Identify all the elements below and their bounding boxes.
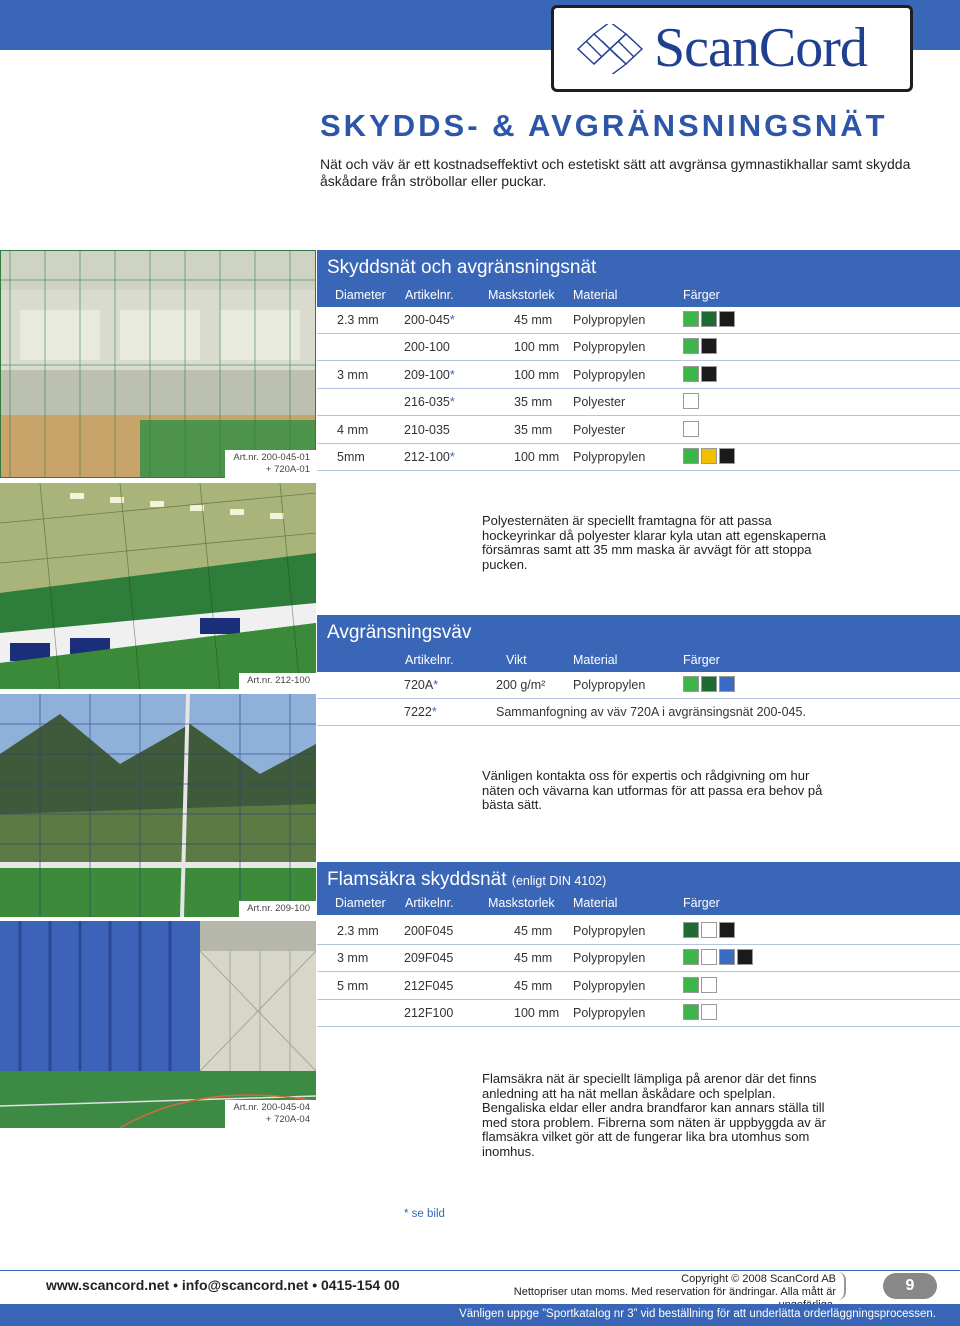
mesh-size: 45 mm: [514, 313, 553, 327]
color-swatch-dark-green: [701, 311, 717, 327]
material: Polypropylen: [573, 340, 646, 355]
table-row: [317, 417, 960, 444]
color-swatches: [683, 977, 717, 993]
footnote: * se bild: [404, 1208, 445, 1220]
mesh-size: 100 mm: [514, 367, 560, 382]
diameter: 2.3 mm: [337, 924, 379, 938]
article-number: 209-100*: [404, 367, 455, 382]
color-swatches: [683, 311, 735, 327]
diameter: 5 mm: [337, 978, 369, 993]
logo: [551, 5, 913, 92]
color-swatches: [683, 949, 753, 965]
table-header: [317, 285, 960, 307]
table-row: [317, 945, 960, 972]
contact-info: www.scancord.net • info@scancord.net • 0415-154 00: [46, 1277, 400, 1293]
table-row: [317, 672, 960, 699]
color-swatches: [683, 366, 717, 382]
material: Polypropylen: [573, 951, 646, 966]
color-swatch-light-green: [683, 448, 699, 464]
color-swatch-white: [701, 922, 717, 938]
row-description: Sammanfogning av väv 720A i avgränsingsnät 200-045.: [496, 705, 806, 719]
col-artikelnr: Artikelnr.: [405, 896, 454, 910]
material: Polypropylen: [573, 367, 646, 382]
mesh-size: 45 mm: [514, 951, 553, 966]
note-contact: Vänligen kontakta oss för expertis och rådgivning om hur näten och vävarna kan utformas för att passa era behov på bästa sätt.: [482, 768, 823, 812]
mesh-size: 35 mm: [514, 395, 553, 410]
section-heading-skyddsnat: Skyddsnät och avgränsningsnät: [317, 250, 960, 285]
col-material: Material: [573, 653, 618, 667]
table-header: [317, 650, 960, 672]
copyright: Copyright © 2008 ScanCord AB Nettopriser utan moms. Med reservation för ändringar. Alla mått är: [513, 1273, 836, 1298]
color-swatches: [683, 922, 735, 938]
color-swatch-white: [701, 977, 717, 993]
table-header: [317, 893, 960, 915]
material: Polypropylen: [573, 450, 646, 464]
table-row: [317, 389, 960, 416]
col-vikt: Vikt: [506, 653, 527, 667]
col-maskstorlek: Maskstorlek: [488, 288, 555, 302]
color-swatch-white: [683, 421, 699, 437]
col-material: Material: [573, 288, 618, 302]
intro-text: Nät och väv är ett kostnadseffektivt och estetiskt sätt att avgränsa gymnastikhallar samt skydda åskådare från ströbollar eller puckar.: [320, 156, 911, 189]
color-swatch-dark-green: [683, 922, 699, 938]
material: Polypropylen: [573, 978, 646, 993]
material: Polypropylen: [573, 1006, 646, 1021]
color-swatches: [683, 448, 735, 464]
mesh-size: 100 mm: [514, 450, 560, 464]
material: Polypropylen: [573, 313, 646, 327]
photo-gym-nets: [0, 250, 316, 478]
color-swatch-black: [737, 949, 753, 965]
article-number: 212F100: [404, 1006, 454, 1021]
mesh-size: 45 mm: [514, 978, 553, 993]
section-heading-avgransningsvav: Avgränsningsväv: [317, 615, 960, 650]
color-swatch-light-green: [683, 977, 699, 993]
photo-blue-curtain: [0, 921, 316, 1128]
article-number: 200-045*: [404, 313, 455, 327]
article-number: 212-100*: [404, 450, 455, 464]
note-flamsakra: Flamsäkra nät är speciellt lämpliga på arenor där det finns anledning att ha nät mellan åskådare och spelplan. Bengaliska eldar eller andra brandfaror kan annars ställa till med stora problem. Fibrerna som näten är uppbyggda av är flamsäkra vilket gör att de fungerar lika bra utomhus som inomhus.: [482, 1071, 826, 1159]
photo-caption: Art.nr. 200-045-01 + 720A-01: [225, 450, 316, 478]
footer-rule: [0, 1270, 960, 1271]
weight: 200 g/m²: [496, 678, 546, 692]
bottom-band: [0, 1304, 960, 1326]
bracket-divider: [838, 1272, 846, 1300]
mesh-size: 100 mm: [514, 1006, 560, 1021]
color-swatch-white: [683, 393, 699, 409]
brand-name: ScanCord: [654, 17, 867, 79]
color-swatches: [683, 421, 699, 437]
diameter: 2.3 mm: [337, 313, 379, 327]
color-swatch-black: [719, 311, 735, 327]
col-material: Material: [573, 896, 618, 910]
color-swatches: [683, 1004, 717, 1020]
color-swatches: [683, 676, 735, 692]
color-swatch-light-green: [683, 366, 699, 382]
color-swatch-light-green: [683, 1004, 699, 1020]
color-swatch-black: [719, 448, 735, 464]
article-number: 7222*: [404, 705, 437, 719]
color-swatch-light-green: [683, 949, 699, 965]
color-swatch-dark-green: [701, 676, 717, 692]
color-swatch-white: [701, 1004, 717, 1020]
section-heading-flamsakra: Flamsäkra skyddsnät (enligt DIN 4102): [317, 862, 960, 897]
table-row: [317, 334, 960, 361]
note-polyester: Polyesternäten är speciellt framtagna för att passa hockeyrinkar då polyester klarar kyla utan att egenskaperna försämras samt att 35 mm maska är avvägt för att stoppa pucken.: [482, 513, 826, 572]
photo-football-hall: [0, 483, 316, 689]
page-title: SKYDDS- & AVGRÄNSNINGSNÄT: [320, 108, 888, 143]
photo-outdoor-net: [0, 694, 316, 917]
color-swatches: [683, 393, 699, 409]
material: Polyester: [573, 395, 626, 410]
mesh-size: 45 mm: [514, 924, 553, 938]
article-number: 210-035: [404, 422, 450, 437]
color-swatch-black: [701, 338, 717, 354]
color-swatches: [683, 338, 717, 354]
color-swatch-light-green: [683, 676, 699, 692]
article-number: 212F045: [404, 978, 454, 993]
article-number: 209F045: [404, 951, 454, 966]
material: Polypropylen: [573, 678, 646, 692]
article-number: 216-035*: [404, 395, 455, 410]
diameter: 5mm: [337, 450, 365, 464]
mesh-size: 35 mm: [514, 422, 553, 437]
diameter: 4 mm: [337, 422, 369, 437]
page-number: 9: [883, 1273, 937, 1299]
col-farger: Färger: [683, 288, 720, 302]
material: Polyester: [573, 422, 626, 437]
color-swatch-white: [701, 949, 717, 965]
order-note: Vänligen uppge ”Sportkatalog nr 3” vid beställning för att underlätta orderläggningsprocessen.: [459, 1308, 936, 1320]
diameter: 3 mm: [337, 367, 369, 382]
col-farger: Färger: [683, 653, 720, 667]
photo-caption: Art.nr. 212-100: [239, 673, 316, 689]
article-number: 200-100: [404, 340, 450, 355]
diameter: 3 mm: [337, 951, 369, 966]
col-diameter: Diameter: [335, 288, 386, 302]
net-logo-icon: [576, 24, 646, 74]
col-artikelnr: Artikelnr.: [405, 288, 454, 302]
table-row: [317, 918, 960, 945]
col-diameter: Diameter: [335, 896, 386, 910]
color-swatch-black: [701, 366, 717, 382]
table-row: [317, 444, 960, 471]
table-row: [317, 1000, 960, 1027]
photo-caption: Art.nr. 200-045-04 + 720A-04: [225, 1100, 316, 1128]
color-swatch-yellow: [701, 448, 717, 464]
color-swatch-light-green: [683, 311, 699, 327]
table-row: [317, 362, 960, 389]
table-row: [317, 307, 960, 334]
col-artikelnr: Artikelnr.: [405, 653, 454, 667]
table-row: [317, 699, 960, 726]
material: Polypropylen: [573, 924, 646, 938]
article-number: 200F045: [404, 924, 454, 938]
mesh-size: 100 mm: [514, 340, 560, 355]
color-swatch-blue: [719, 949, 735, 965]
photo-caption: Art.nr. 209-100: [239, 901, 316, 917]
color-swatch-light-green: [683, 338, 699, 354]
color-swatch-black: [719, 922, 735, 938]
article-number: 720A*: [404, 678, 439, 692]
col-maskstorlek: Maskstorlek: [488, 896, 555, 910]
table-row: [317, 973, 960, 1000]
color-swatch-blue: [719, 676, 735, 692]
col-farger: Färger: [683, 896, 720, 910]
